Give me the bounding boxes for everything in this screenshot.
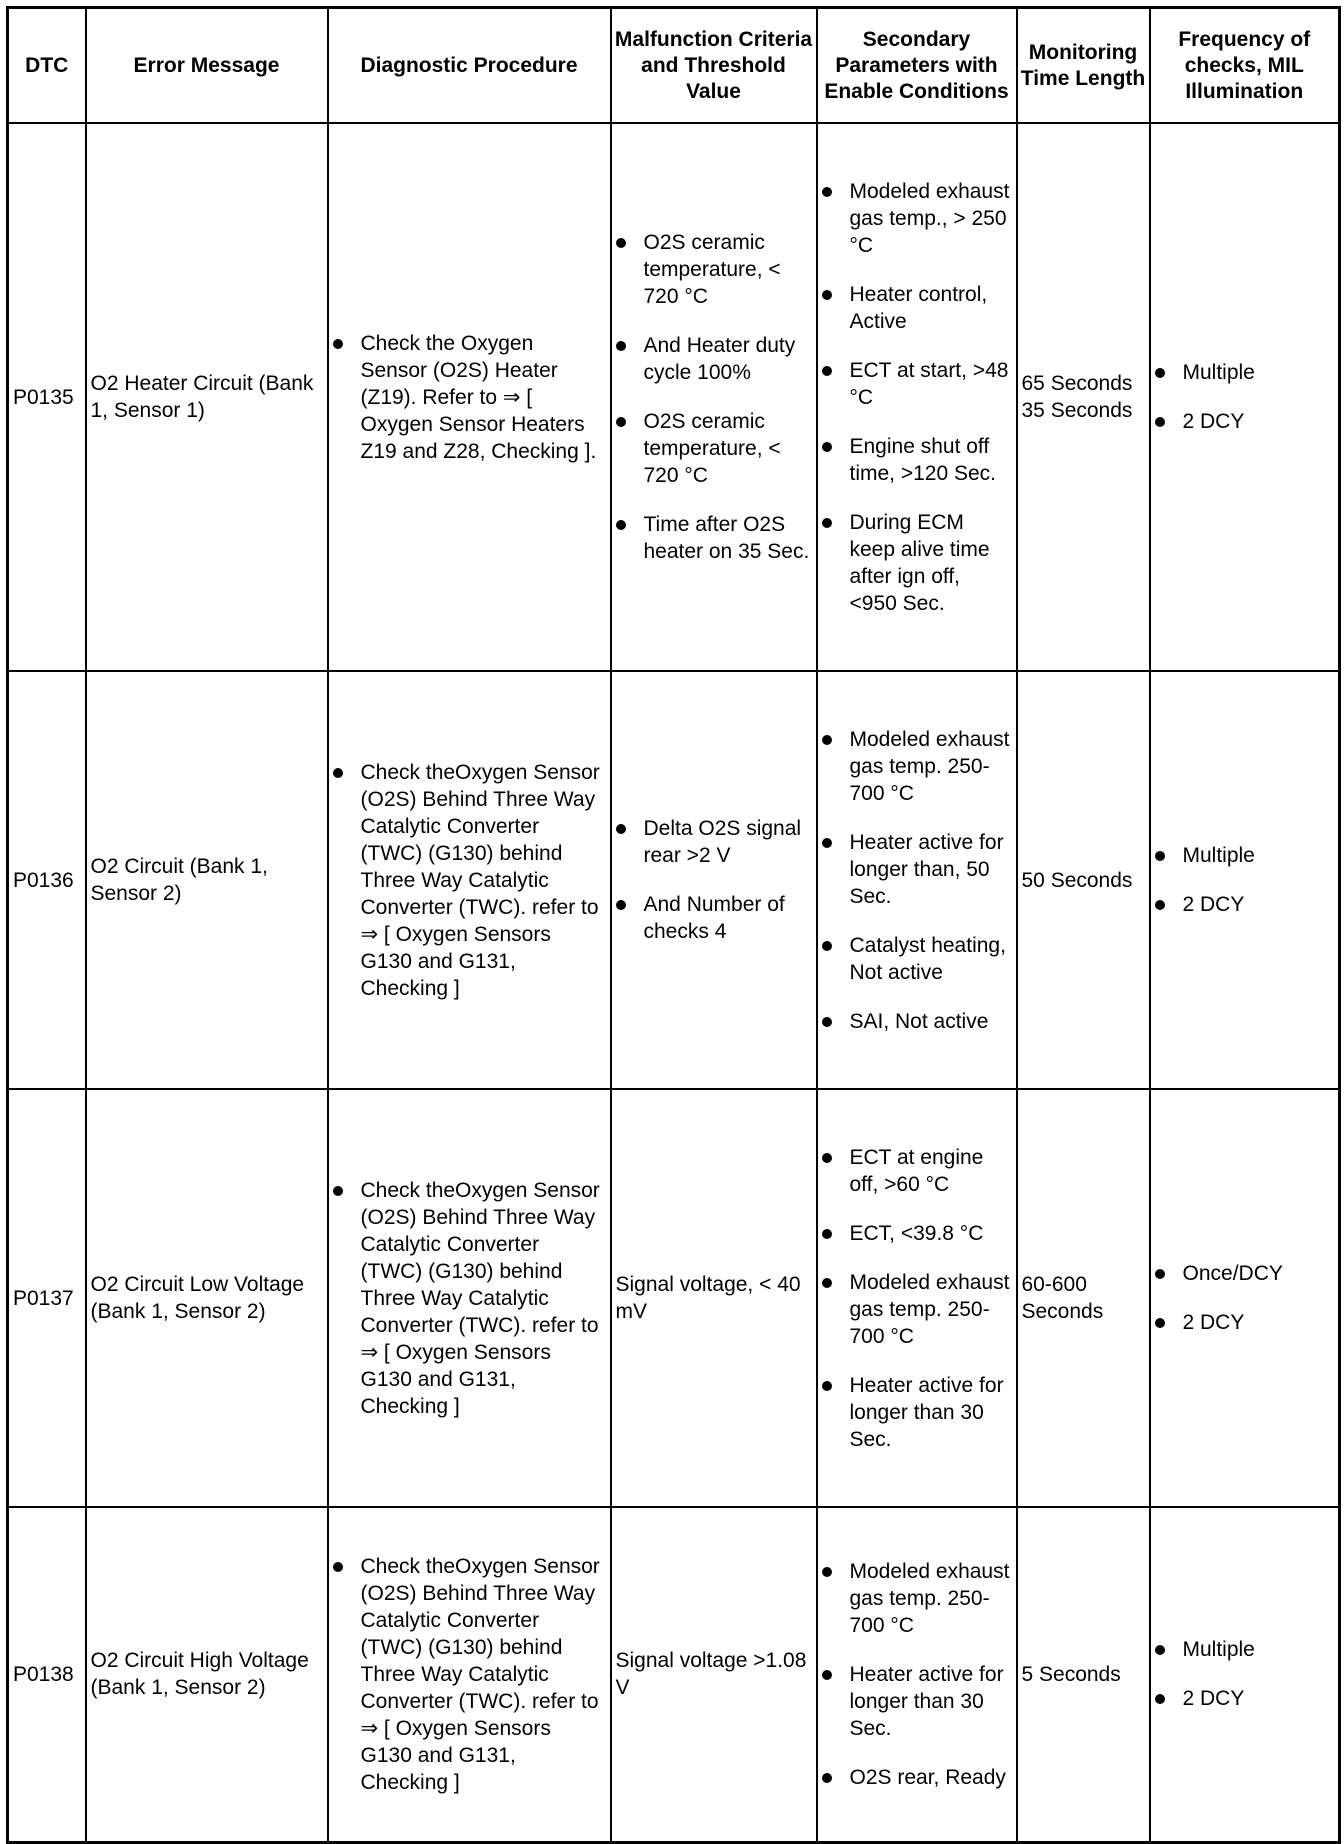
list-item: O2S rear, Ready — [822, 1764, 1012, 1791]
dtc-code: P0136 — [8, 671, 86, 1089]
diagnostic-procedure — [328, 1089, 611, 1507]
monitoring-time-line: 5 Seconds — [1021, 1662, 1121, 1686]
monitoring-time-lines — [1022, 1661, 1145, 1688]
procedure-list — [333, 330, 606, 465]
list-item: Modeled exhaust gas temp. 250-700 °C — [822, 1269, 1012, 1350]
secondary-parameters — [817, 123, 1017, 671]
monitoring-time-line: 35 Seconds — [1021, 399, 1133, 422]
header-frequency: Frequency of checks, MIL Illumination — [1150, 8, 1340, 124]
monitoring-time-lines — [1022, 370, 1145, 424]
list-item: Check theOxygen Sensor (O2S) Behind Three Way Catalytic Converter (TWC) (G130) behind Three Way Catalytic Converter (TWC). refer to ⇒ [ Oxygen Sensors G130 and G131, Checking ] — [333, 1553, 606, 1796]
error-message: O2 Heater Circuit (Bank 1, Sensor 1) — [86, 123, 328, 671]
monitoring-time — [1017, 671, 1150, 1089]
malfunction-criteria — [611, 123, 817, 671]
monitoring-time — [1017, 1089, 1150, 1507]
diagnostic-procedure — [328, 671, 611, 1089]
list-item: 2 DCY — [1155, 891, 1335, 918]
diagnostic-procedure — [328, 1507, 611, 1842]
monitoring-time-lines — [1022, 1271, 1145, 1325]
header-malfunction-criteria: Malfunction Criteria and Threshold Value — [611, 8, 817, 124]
malfunction-criteria — [611, 671, 817, 1089]
frequency — [1150, 1507, 1340, 1842]
parameters-list — [822, 178, 1012, 617]
parameters-list — [822, 726, 1012, 1035]
header-dtc: DTC — [8, 8, 86, 124]
list-item: And Number of checks 4 — [616, 891, 812, 945]
header-error-message: Error Message — [86, 8, 328, 124]
list-item: Check the Oxygen Sensor (O2S) Heater (Z19). Refer to ⇒ [ Oxygen Sensor Heaters Z19 and Z28, Checking ]. — [333, 330, 606, 465]
list-item: ECT at engine off, >60 °C — [822, 1144, 1012, 1198]
malfunction-criteria: Signal voltage >1.08 V — [611, 1507, 817, 1842]
list-item: Time after O2S heater on 35 Sec. — [616, 511, 812, 565]
monitoring-time — [1017, 1507, 1150, 1842]
frequency-list — [1155, 1260, 1335, 1336]
procedure-list — [333, 759, 606, 1002]
dtc-code: P0138 — [8, 1507, 86, 1842]
frequency-list — [1155, 1636, 1335, 1712]
monitoring-time-line: 65 Seconds — [1021, 372, 1133, 395]
list-item: And Heater duty cycle 100% — [616, 332, 812, 386]
list-item: ECT, <39.8 °C — [822, 1220, 1012, 1247]
header-secondary-parameters: Secondary Parameters with Enable Conditions — [817, 8, 1017, 124]
list-item: Once/DCY — [1155, 1260, 1335, 1287]
dtc-code: P0135 — [8, 123, 86, 671]
list-item: ECT at start, >48 °C — [822, 357, 1012, 411]
list-item: Modeled exhaust gas temp. 250-700 °C — [822, 1558, 1012, 1639]
list-item: Delta O2S signal rear >2 V — [616, 815, 812, 869]
list-item: Heater active for longer than 30 Sec. — [822, 1661, 1012, 1742]
monitoring-time-line: 50 Seconds — [1021, 868, 1133, 892]
parameters-list — [822, 1558, 1012, 1791]
frequency — [1150, 1089, 1340, 1507]
list-item: Modeled exhaust gas temp. 250-700 °C — [822, 726, 1012, 807]
error-message: O2 Circuit (Bank 1, Sensor 2) — [86, 671, 328, 1089]
list-item: Multiple — [1155, 842, 1335, 869]
list-item: O2S ceramic temperature, < 720 °C — [616, 229, 812, 310]
criteria-list — [616, 229, 812, 565]
list-item: Check theOxygen Sensor (O2S) Behind Three Way Catalytic Converter (TWC) (G130) behind Three Way Catalytic Converter (TWC). refer to ⇒ [ Oxygen Sensors G130 and G131, Checking ] — [333, 1177, 606, 1420]
monitoring-time — [1017, 123, 1150, 671]
frequency — [1150, 123, 1340, 671]
monitoring-time-line: 60-600 Seconds — [1021, 1273, 1104, 1323]
list-item: Heater control, Active — [822, 281, 1012, 335]
procedure-list — [333, 1553, 606, 1796]
error-message: O2 Circuit Low Voltage (Bank 1, Sensor 2) — [86, 1089, 328, 1507]
list-item: Catalyst heating, Not active — [822, 932, 1012, 986]
header-monitoring-time: Monitoring Time Length — [1017, 8, 1150, 124]
secondary-parameters — [817, 1507, 1017, 1842]
procedure-list — [333, 1177, 606, 1420]
table-header — [8, 8, 1340, 124]
frequency-list — [1155, 359, 1335, 435]
monitoring-time-lines — [1022, 867, 1145, 894]
table-row — [8, 123, 1340, 671]
diagnostic-procedure — [328, 123, 611, 671]
error-message: O2 Circuit High Voltage (Bank 1, Sensor 2) — [86, 1507, 328, 1842]
list-item: Check theOxygen Sensor (O2S) Behind Three Way Catalytic Converter (TWC) (G130) behind Three Way Catalytic Converter (TWC). refer to ⇒ [ Oxygen Sensors G130 and G131, Checking ] — [333, 759, 606, 1002]
table-body — [8, 123, 1340, 1842]
dtc-table — [6, 6, 1341, 1844]
list-item: SAI, Not active — [822, 1008, 1012, 1035]
criteria-list — [616, 815, 812, 945]
secondary-parameters — [817, 1089, 1017, 1507]
list-item: Modeled exhaust gas temp., > 250 °C — [822, 178, 1012, 259]
list-item: O2S ceramic temperature, < 720 °C — [616, 408, 812, 489]
table-row — [8, 1089, 1340, 1507]
frequency — [1150, 671, 1340, 1089]
list-item: Multiple — [1155, 359, 1335, 386]
secondary-parameters — [817, 671, 1017, 1089]
malfunction-criteria: Signal voltage, < 40 mV — [611, 1089, 817, 1507]
table-row — [8, 1507, 1340, 1842]
frequency-list — [1155, 842, 1335, 918]
list-item: 2 DCY — [1155, 1309, 1335, 1336]
list-item: Heater active for longer than, 50 Sec. — [822, 829, 1012, 910]
table-row — [8, 671, 1340, 1089]
header-diagnostic-procedure: Diagnostic Procedure — [328, 8, 611, 124]
dtc-code: P0137 — [8, 1089, 86, 1507]
list-item: Engine shut off time, >120 Sec. — [822, 433, 1012, 487]
parameters-list — [822, 1144, 1012, 1453]
list-item: 2 DCY — [1155, 408, 1335, 435]
list-item: Heater active for longer than 30 Sec. — [822, 1372, 1012, 1453]
list-item: Multiple — [1155, 1636, 1335, 1663]
header-row — [8, 8, 1340, 124]
list-item: 2 DCY — [1155, 1685, 1335, 1712]
list-item: During ECM keep alive time after ign off, <950 Sec. — [822, 509, 1012, 617]
